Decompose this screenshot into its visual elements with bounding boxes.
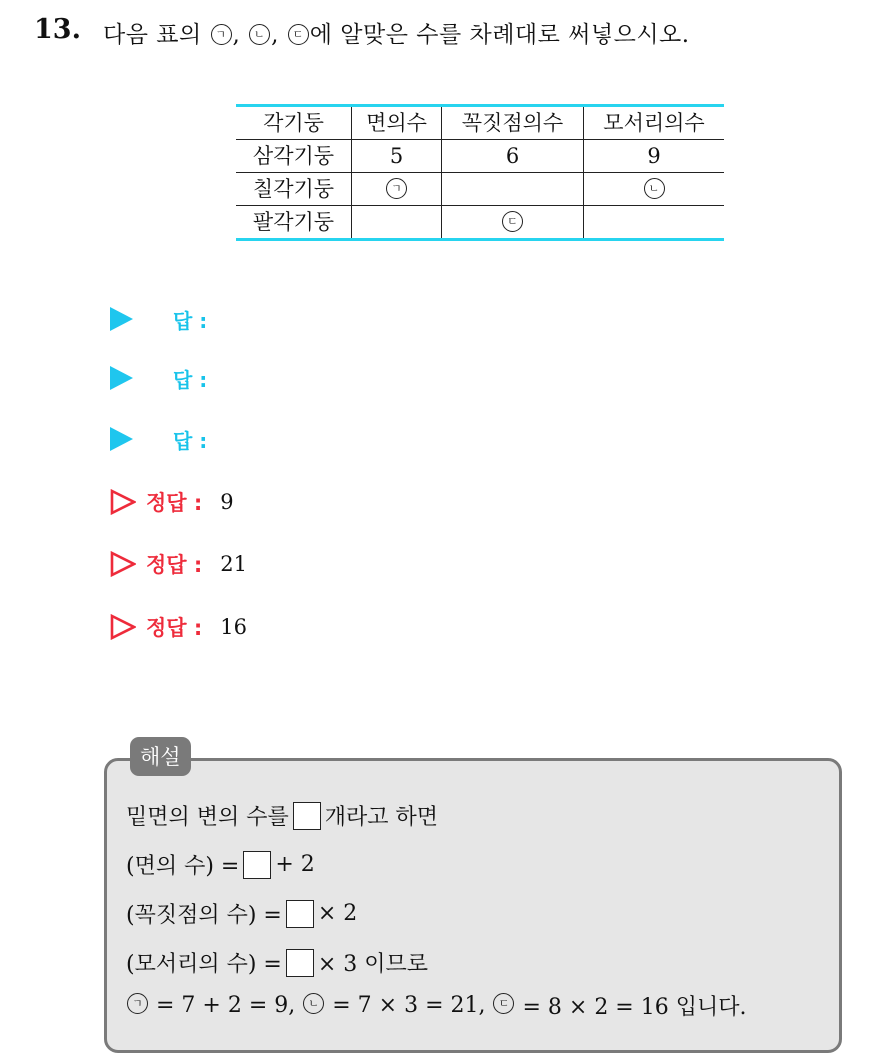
explanation-text: (면의 수) = <box>126 854 240 879</box>
correct-answer-label: 정답 : <box>146 616 203 640</box>
correct-answer-label: 정답 : <box>146 553 203 577</box>
explanation-tab: 해설 <box>130 737 191 776</box>
correct-answer-row <box>110 548 247 580</box>
question-number: 13. <box>34 14 81 45</box>
explanation-text: × 2 <box>317 901 358 926</box>
explanation-text: = 7 + 2 = 9, <box>149 993 303 1018</box>
table-cell: 팔각기둥 <box>236 206 352 240</box>
circled-mark-digeut: ㄷ <box>493 993 514 1014</box>
outline-triangle-icon <box>110 551 136 577</box>
question-text <box>103 16 690 49</box>
table-row <box>236 173 724 206</box>
explanation-line <box>126 898 357 929</box>
explanation-line <box>126 947 428 978</box>
circled-mark-nieun: ㄴ <box>303 993 324 1014</box>
explanation-text: = 7 × 3 = 21, <box>325 993 493 1018</box>
outline-triangle-icon <box>110 614 136 640</box>
table-cell: 삼각기둥 <box>236 140 352 173</box>
blank-square <box>243 851 271 879</box>
explanation-text: 개라고 하면 <box>324 805 439 830</box>
answer-row <box>110 423 207 455</box>
answer-row <box>110 362 207 394</box>
circled-mark-digeut: ㄷ <box>288 24 309 45</box>
circled-mark-nieun: ㄴ <box>644 178 665 199</box>
table-cell <box>352 206 442 240</box>
circled-mark-digeut: ㄷ <box>502 211 523 232</box>
separator: , <box>271 22 287 48</box>
blank-square <box>293 802 321 830</box>
explanation-line <box>126 849 315 880</box>
explanation-line <box>126 990 746 1021</box>
blank-square <box>286 900 314 928</box>
separator: , <box>232 22 249 48</box>
question-text-post: 에 알맞은 수를 차례대로 써넣으시오. <box>309 22 690 48</box>
table-header: 면의수 <box>352 106 442 140</box>
correct-answer-value: 16 <box>220 615 248 639</box>
table-cell: 칠각기둥 <box>236 173 352 206</box>
correct-answer-row <box>110 486 234 518</box>
circled-mark-giyeok: ㄱ <box>211 24 232 45</box>
answer-label: 답 : <box>173 308 208 333</box>
play-triangle-icon <box>110 307 133 331</box>
table-header: 꼭짓점의수 <box>442 106 584 140</box>
prism-table <box>236 104 724 241</box>
circled-mark-nieun: ㄴ <box>249 24 270 45</box>
table-cell <box>442 206 584 240</box>
correct-answer-row <box>110 611 247 643</box>
explanation-line <box>126 800 438 831</box>
table-cell: 6 <box>442 140 584 173</box>
table-cell: 9 <box>584 140 725 173</box>
table-header: 각기둥 <box>236 106 352 140</box>
answer-label: 답 : <box>173 428 208 453</box>
explanation-text: = 8 × 2 = 16 입니다. <box>515 995 747 1020</box>
explanation-text: + 2 <box>275 852 315 877</box>
explanation-text: (꼭짓점의 수) = <box>126 903 282 928</box>
explanation-text: 밑면의 변의 수를 <box>126 805 289 830</box>
answer-row <box>110 303 207 335</box>
table-row <box>236 206 724 240</box>
table-cell <box>352 173 442 206</box>
correct-answer-label: 정답 : <box>146 491 203 515</box>
correct-answer-value: 21 <box>220 552 248 576</box>
blank-square <box>286 949 314 977</box>
answer-label: 답 : <box>173 367 208 392</box>
correct-answer-value: 9 <box>220 490 234 514</box>
table-row <box>236 140 724 173</box>
circled-mark-giyeok: ㄱ <box>127 993 148 1014</box>
outline-triangle-icon <box>110 489 136 515</box>
explanation-text: (모서리의 수) = <box>126 952 282 977</box>
question-text-pre: 다음 표의 <box>103 22 210 48</box>
table-header: 모서리의수 <box>584 106 725 140</box>
explanation-text: × 3 이므로 <box>317 952 429 977</box>
table-header-row <box>236 106 724 140</box>
circled-mark-giyeok: ㄱ <box>386 178 407 199</box>
table-cell: 5 <box>352 140 442 173</box>
play-triangle-icon <box>110 366 133 390</box>
play-triangle-icon <box>110 427 133 451</box>
table-cell <box>584 206 725 240</box>
table-cell <box>442 173 584 206</box>
table-cell <box>584 173 725 206</box>
